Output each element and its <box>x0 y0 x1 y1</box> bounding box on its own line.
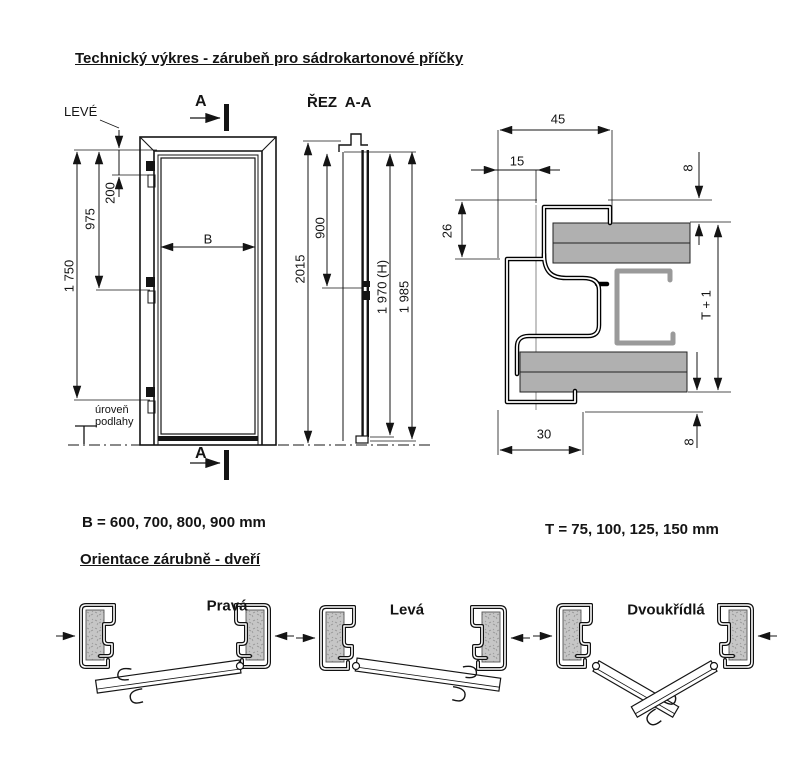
diagram-prava <box>56 605 294 708</box>
diagram-dvoukridla <box>533 605 777 731</box>
variant-label-leva: Levá <box>389 601 425 619</box>
dim-hinge-bottom: 1 750 <box>61 259 77 293</box>
section-aa-drawing <box>293 134 433 445</box>
dim-hinge-top: 200 <box>102 182 118 204</box>
diagram-leva <box>296 607 530 706</box>
dim-hinge-mid: 975 <box>82 208 98 230</box>
b-values-note: B = 600, 700, 800, 900 mm <box>82 514 266 531</box>
page-title: Technický výkres - zárubeň pro sádrokartonové příčky <box>75 50 464 67</box>
dim-bottom-flange: 30 <box>536 426 552 442</box>
floor-level-label <box>95 404 134 428</box>
dim-partition-thickness: T + 1 <box>698 290 714 320</box>
dim-frame-height: 1 985 <box>396 280 412 314</box>
dim-handle-height: 900 <box>312 217 328 239</box>
frame-profile-detail-drawing <box>455 130 731 455</box>
t-values-note: T = 75, 100, 125, 150 mm <box>545 521 719 538</box>
floor-level-line2: podlahy <box>95 416 134 428</box>
dim-frame-depth: 45 <box>550 111 566 127</box>
dim-face-width: 15 <box>509 153 525 169</box>
dim-clear-height: 1 970 (H) <box>374 259 390 315</box>
metal-stud-profile <box>617 271 673 343</box>
orientation-heading: Orientace zárubně - dveří <box>80 551 261 568</box>
variant-label-dvoukridla: Dvoukřídlá <box>627 601 705 619</box>
dim-overlap-top: 8 <box>680 164 696 172</box>
orientation-diagrams <box>56 605 777 731</box>
section-letter-bottom: A <box>195 445 207 462</box>
dim-total-height: 2015 <box>292 254 308 284</box>
dim-door-width: B <box>203 231 213 247</box>
section-letter-top: A <box>195 93 207 110</box>
section-title: ŘEZ A-A <box>307 94 372 111</box>
dim-overlap-bottom: 8 <box>681 438 697 446</box>
dim-rebate-depth: 26 <box>439 223 455 239</box>
variant-label-prava: Pravá <box>206 597 248 615</box>
floor-level-line1: úroveň <box>95 404 129 416</box>
side-label: LEVÉ <box>64 104 98 119</box>
